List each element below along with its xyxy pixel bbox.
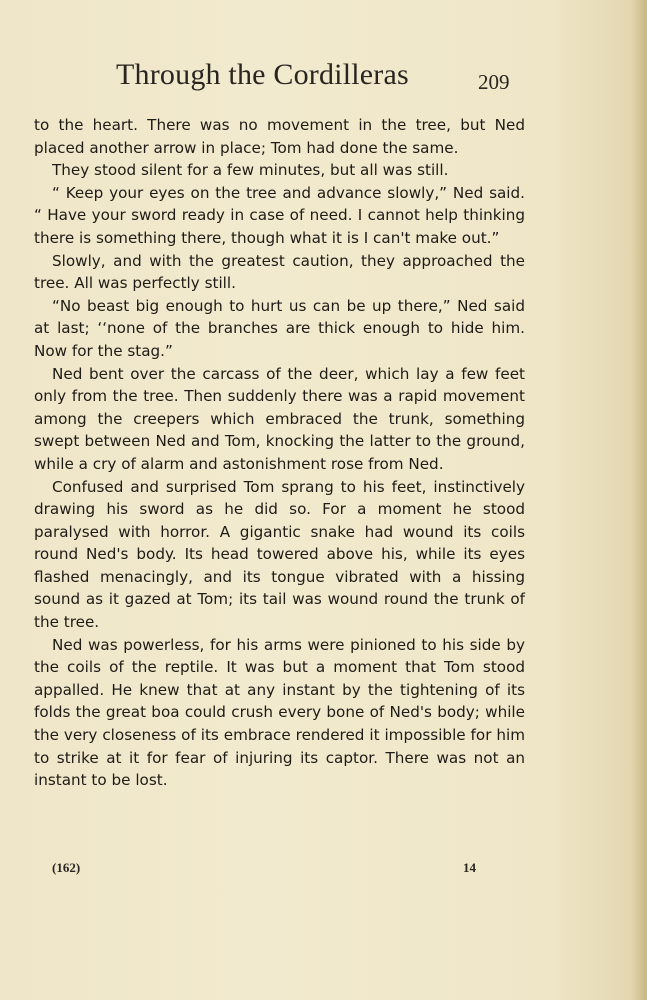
paragraph-continuation: to the heart. There was no movement in the tree, but Ned placed another arrow in place; Tom had done the same.	[34, 116, 525, 157]
paragraph: They stood silent for a few minutes, but all was still.	[52, 161, 449, 180]
running-title: Through the Cordilleras	[116, 58, 409, 91]
paragraph: “No beast big enough to hurt us can be up there,” Ned said at last; ‘‘none of the branches are thick enough to hide him. Now for the stag.”	[34, 296, 525, 360]
paragraph: “ Keep your eyes on the tree and advance slowly,” Ned said. “ Have your sword ready in case of need. I cannot help thinking there is something there, though what it is I can't make out.”	[34, 183, 525, 247]
paragraph: Confused and surprised Tom sprang to his feet, instinctively drawing his sword as he did so. For a moment he stood paralysed with horror. A gigantic snake had wound its coils round Ned's body. Its head towered above his, while its eyes flashed menacingly, and its tongue vibrated with a hissing sound as it gazed at Tom; its tail was wound round the trunk of the tree.	[34, 477, 525, 632]
page-footer	[0, 860, 647, 880]
paragraph: Ned bent over the carcass of the deer, which lay a few feet only from the tree. Then suddenly there was a rapid movement among the creepers which embraced the trunk, something swept between Ned and Tom, knocking the latter to the ground, while a cry of alarm and astonishment rose from Ned.	[34, 364, 525, 473]
signature-number: 14	[463, 860, 476, 875]
paragraph: Slowly, and with the greatest caution, they approached the tree. All was perfectly still.	[34, 251, 525, 293]
body-text	[34, 114, 525, 792]
page-number: 209	[478, 70, 510, 94]
page-header	[0, 58, 647, 98]
page-edge-shadow	[633, 0, 647, 1000]
paragraph: Ned was powerless, for his arms were pinioned to his side by the coils of the reptile. It was but a moment that Tom stood appalled. He knew that at any instant by the tightening of its folds the great boa could crush every bone of Ned's body; while the very closeness of its embrace rendered it impossible for him to strike at it for fear of injuring its captor. There was not an instant to be lost.	[34, 635, 525, 790]
signature-mark: (162)	[52, 860, 81, 875]
